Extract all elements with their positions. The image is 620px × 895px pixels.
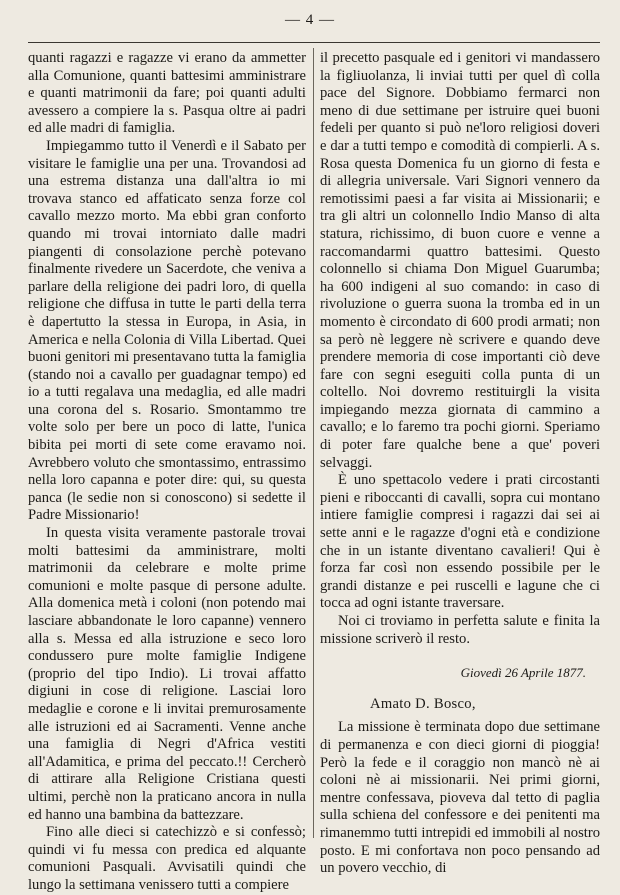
paragraph: Impiegammo tutto il Venerdì e il Sabato per visitare le famiglie una per una. Trovandosi ad una estrema distanza una dall'altra io mi trovava stanco ed affaticato senza forze col cavallo mezzo morto. Ma ebbi gran conforto quando mi trovai intorniato dalle madri piangenti di consolazione perchè potevano finalmente rivedere un Sacerdote, che veniva a parlare della religione dei padri loro, di quella religione che diffusa in tutte le parti della terra è dapertutto la stessa in Europa, in Asia, in America e nella Colonia di Villa Libertad. Quei buoni genitori mi presentavano tutta la famiglia (stando noi a cavallo per guadagnar tempo) ed io a tutti regalava una medaglia, ed alle madri una corona del s. Rosario. Smontammo tre volte solo per bere un poco di latte, l'unica bibita pei morti di sete come eravamo noi. Avrebbero voluto che smontassimo, entrassimo nella loro capanna e poter dire: qui, su questa panca (le sedie non si conoscono) si sedette il Padre Missionario! [28,137,307,524]
page-number: — 4 — [285,12,335,28]
paragraph: In questa visita veramente pastorale trovai molti battesimi da amministrare, molti matrimonii da celebrare e molte prime comunioni e molte pasque di persone adulte. Alla domenica metà i coloni (non potendo mai lasciare abbandonate le loro capanne) vennero alla s. Messa ed alla istruzione e seco loro condussero pure molte famiglie Indigene (proprio del tipo Indio). Li trovai affatto digiuni in cose di religione. Lasciai loro medaglie e corone e li invitai premurosamente alle istruzioni ed ai Sacramenti. Venne anche una famiglia di Negri d'Africa vestiti all'Adamitica, e prima del peccato.!! Cercherò di attirare alla Religione Cristiana questi ultimi, perchè non la praticano ancora in nulla ed hanno una bambina da battezzare. [28,525,306,823]
paragraph: quanti ragazzi e ragazze vi erano da ammetter alla Comunione, quanti battesimi amministrare e quanti matrimonii da fare; poi quanti adulti avessero a compiere la s. Pasqua oltre ai padri ed alle madri di famiglia. [28,50,306,137]
date-line: Giovedì 26 Aprile 1877. [460,665,586,681]
paragraph: Fino alle dieci si catechizzò e si confessò; quindi vi fu messa con predica ed alquante comunioni Pasquali. Avvisatili quindi che lungo la settimana venissero tutti a compiere [28,824,306,893]
right-column [320,50,600,878]
column-separator [313,48,314,838]
header-rule [28,42,600,43]
left-column [28,50,306,895]
paragraph: il precetto pasquale ed i genitori vi mandassero la figliuolanza, li inviai tutti per quel dì colla pace del Signore. Dobbiamo fermarci non meno di due settimane per istruire quei buoni fedeli per quanto si può ne'loro religiosi doveri e dar a tutti tempo e comodità di compierli. A s. Rosa questa Domenica fu un giorno di festa e di allegria universale. Vari Signori vennero da remotissimi paesi a far visita ai Missionarii; e tra gli altri un colonnello Indio Manso di alta statura, richissimo, di buon cuore e venne a raccomandarmi quattro battesimi. Questo colonnello si chiama Don Miguel Guarumba; ha 600 indigeni al suo comando: in caso di rivoluzione o guerra suona la tromba ed in un momento è circondato di 600 prodi armati; non sa però nè leggere nè scrivere e quando deve prendere memoria di cose importanti ciò deve fare con segni eseguiti colla punta di un coltello. Noi dovremo restituirgli la visita impiegando mezza giornata di cammino a cavallo; e lo faremo tra pochi giorni. Speriamo di poter fare qualche bene a que' poveri selvaggi. [320,50,600,471]
paragraph: Noi ci troviamo in perfetta salute e finita la missione scriverò il resto. [320,613,600,647]
salutation: Amato D. Bosco, [370,695,476,712]
paragraph: La missione è terminata dopo due settimane di permanenza e con dieci giorni di pioggia! Però la fede e il coraggio non mancò nè ai coloni nè ai missionarii. Nei primi giorni, mentre confessava, pioveva dal tetto di paglia sulla schiena del confessore e dei penitenti ma rimanemmo tutti intrepidi ed immobili al nostro posto. E mi confortava non poco pensando ad un povero vecchio, di [320,719,600,877]
paragraph: È uno spettacolo vedere i prati circostanti pieni e riboccanti di cavalli, sopra cui montano intiere famiglie compresi i ragazzi dai sei ai sette anni e le ragazze d'ogni età e condizione che in un istante diventano cavalieri! Qui è forza far così non essendo possibile per le grandi distanze e pei ruscelli e lagune che ci tocca ad ogni istante traversare. [320,472,600,612]
